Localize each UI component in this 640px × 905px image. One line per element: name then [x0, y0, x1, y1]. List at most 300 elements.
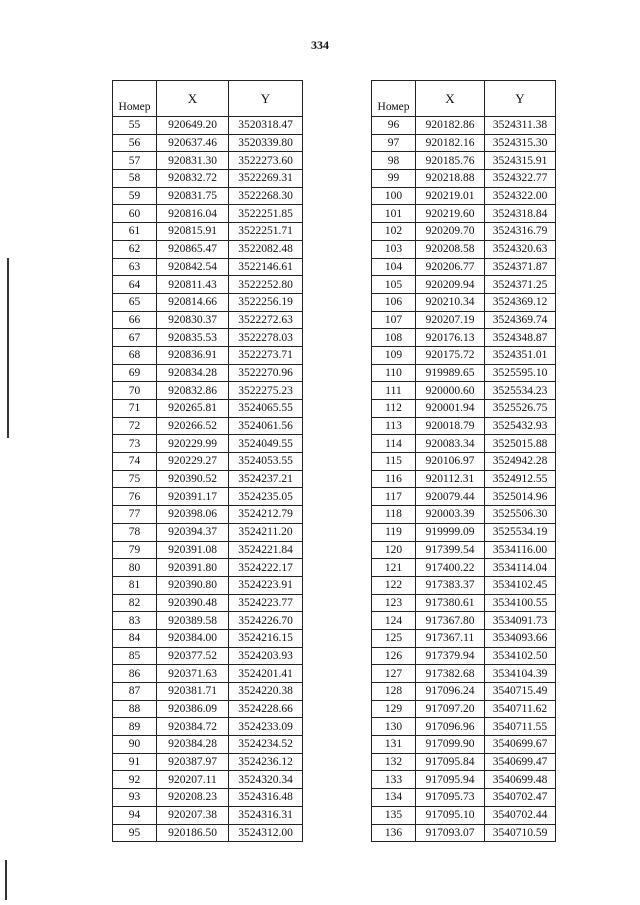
cell-y: 3524236.12 [229, 753, 303, 771]
cell-y: 3522278.03 [229, 329, 303, 347]
page-number: 334 [311, 38, 329, 52]
cell-y: 3524053.55 [229, 453, 303, 471]
cell-number: 95 [113, 824, 157, 842]
cell-x: 920112.31 [416, 470, 485, 488]
cell-number: 132 [372, 753, 416, 771]
cell-number: 106 [372, 293, 416, 311]
table-row [372, 629, 556, 647]
cell-number: 83 [113, 612, 157, 630]
cell-y: 3524201.41 [229, 665, 303, 683]
cell-number: 61 [113, 223, 157, 241]
cell-y: 3525014.96 [485, 488, 556, 506]
cell-number: 102 [372, 223, 416, 241]
cell-x: 920186.50 [157, 824, 229, 842]
cell-number: 133 [372, 771, 416, 789]
cell-y: 3524348.87 [485, 329, 556, 347]
cell-x: 920207.11 [157, 771, 229, 789]
cell-number: 135 [372, 806, 416, 824]
cell-x: 920229.27 [157, 453, 229, 471]
cell-y: 3524203.93 [229, 647, 303, 665]
table-header-row [372, 81, 556, 117]
table-row [113, 223, 303, 241]
cell-y: 3524223.77 [229, 594, 303, 612]
cell-x: 917380.61 [416, 594, 485, 612]
cell-number: 129 [372, 700, 416, 718]
cell-number: 117 [372, 488, 416, 506]
cell-x: 920182.86 [416, 117, 485, 135]
cell-y: 3540702.47 [485, 789, 556, 807]
cell-y: 3524320.34 [229, 771, 303, 789]
cell-number: 123 [372, 594, 416, 612]
cell-number: 107 [372, 311, 416, 329]
cell-number: 74 [113, 453, 157, 471]
cell-y: 3525595.10 [485, 364, 556, 382]
table-row [113, 346, 303, 364]
table-row [372, 771, 556, 789]
cell-number: 122 [372, 576, 416, 594]
cell-x: 920208.58 [416, 240, 485, 258]
table-row [372, 470, 556, 488]
cell-x: 920266.52 [157, 417, 229, 435]
cell-y: 3524315.91 [485, 152, 556, 170]
cell-number: 81 [113, 576, 157, 594]
coordinates-table-left [112, 80, 303, 842]
table-row [113, 435, 303, 453]
cell-y: 3524322.00 [485, 187, 556, 205]
table-row [113, 152, 303, 170]
table-row [113, 364, 303, 382]
cell-y: 3524233.09 [229, 718, 303, 736]
cell-x: 920377.52 [157, 647, 229, 665]
cell-number: 87 [113, 683, 157, 701]
table-row [113, 612, 303, 630]
cell-x: 920106.97 [416, 453, 485, 471]
cell-y: 3522146.61 [229, 258, 303, 276]
table-row [113, 187, 303, 205]
table-row [113, 541, 303, 559]
cell-x: 920384.28 [157, 736, 229, 754]
cell-number: 105 [372, 276, 416, 294]
cell-x: 919999.09 [416, 523, 485, 541]
cell-x: 920391.17 [157, 488, 229, 506]
cell-number: 73 [113, 435, 157, 453]
coordinates-table-right [371, 80, 556, 842]
cell-x: 917095.84 [416, 753, 485, 771]
table-row [372, 205, 556, 223]
cell-number: 77 [113, 506, 157, 524]
cell-x: 920207.38 [157, 806, 229, 824]
cell-y: 3524322.77 [485, 170, 556, 188]
table-row [372, 240, 556, 258]
cell-y: 3522251.85 [229, 205, 303, 223]
column-header-number: Номер [372, 81, 416, 117]
cell-number: 104 [372, 258, 416, 276]
table-row [372, 223, 556, 241]
cell-number: 62 [113, 240, 157, 258]
cell-number: 79 [113, 541, 157, 559]
cell-x: 920175.72 [416, 346, 485, 364]
cell-number: 134 [372, 789, 416, 807]
cell-number: 131 [372, 736, 416, 754]
cell-number: 68 [113, 346, 157, 364]
table-row [113, 665, 303, 683]
cell-x: 920003.39 [416, 506, 485, 524]
cell-number: 86 [113, 665, 157, 683]
column-header-x: X [416, 81, 485, 117]
cell-number: 93 [113, 789, 157, 807]
table-row [372, 559, 556, 577]
cell-y: 3524311.38 [485, 117, 556, 135]
cell-y: 3524316.48 [229, 789, 303, 807]
cell-number: 116 [372, 470, 416, 488]
cell-x: 920182.16 [416, 134, 485, 152]
cell-y: 3522256.19 [229, 293, 303, 311]
cell-y: 3524312.00 [229, 824, 303, 842]
cell-x: 917093.07 [416, 824, 485, 842]
table-row [372, 506, 556, 524]
cell-y: 3524235.05 [229, 488, 303, 506]
table-row [113, 753, 303, 771]
table-row [113, 488, 303, 506]
cell-number: 84 [113, 629, 157, 647]
cell-y: 3525015.88 [485, 435, 556, 453]
cell-x: 919989.65 [416, 364, 485, 382]
cell-y: 3534116.00 [485, 541, 556, 559]
table-row [113, 117, 303, 135]
table-row [113, 576, 303, 594]
cell-number: 58 [113, 170, 157, 188]
cell-y: 3520339.80 [229, 134, 303, 152]
cell-y: 3522273.60 [229, 152, 303, 170]
cell-y: 3522275.23 [229, 382, 303, 400]
cell-x: 917400.22 [416, 559, 485, 577]
table-row [372, 789, 556, 807]
table-row [372, 329, 556, 347]
cell-y: 3525432.93 [485, 417, 556, 435]
cell-number: 115 [372, 453, 416, 471]
table-row [113, 559, 303, 577]
cell-y: 3534102.45 [485, 576, 556, 594]
table-row [372, 700, 556, 718]
table-row [372, 134, 556, 152]
cell-y: 3524226.70 [229, 612, 303, 630]
table-row [372, 364, 556, 382]
cell-y: 3524228.66 [229, 700, 303, 718]
table-row [372, 718, 556, 736]
table-row [113, 417, 303, 435]
cell-x: 917095.10 [416, 806, 485, 824]
cell-y: 3540715.49 [485, 683, 556, 701]
cell-y: 3534091.73 [485, 612, 556, 630]
cell-x: 920834.28 [157, 364, 229, 382]
cell-y: 3522269.31 [229, 170, 303, 188]
cell-x: 920865.47 [157, 240, 229, 258]
cell-x: 920832.86 [157, 382, 229, 400]
cell-y: 3524220.38 [229, 683, 303, 701]
table-row [113, 771, 303, 789]
cell-number: 67 [113, 329, 157, 347]
cell-number: 97 [372, 134, 416, 152]
cell-x: 920386.09 [157, 700, 229, 718]
cell-number: 121 [372, 559, 416, 577]
cell-y: 3524223.91 [229, 576, 303, 594]
cell-number: 56 [113, 134, 157, 152]
cell-x: 920391.08 [157, 541, 229, 559]
table-row [113, 453, 303, 471]
table-row [113, 311, 303, 329]
table-row [113, 470, 303, 488]
cell-number: 60 [113, 205, 157, 223]
cell-y: 3522251.71 [229, 223, 303, 241]
cell-x: 920229.99 [157, 435, 229, 453]
table-row [372, 824, 556, 842]
cell-y: 3524318.84 [485, 205, 556, 223]
cell-y: 3524061.56 [229, 417, 303, 435]
table-row [113, 594, 303, 612]
cell-x: 920649.20 [157, 117, 229, 135]
cell-number: 120 [372, 541, 416, 559]
table-row [113, 240, 303, 258]
cell-x: 920815.91 [157, 223, 229, 241]
cell-x: 920371.63 [157, 665, 229, 683]
table-row [372, 594, 556, 612]
cell-y: 3525526.75 [485, 400, 556, 418]
cell-x: 920185.76 [416, 152, 485, 170]
cell-number: 57 [113, 152, 157, 170]
cell-x: 920219.01 [416, 187, 485, 205]
cell-number: 75 [113, 470, 157, 488]
cell-y: 3534102.50 [485, 647, 556, 665]
cell-x: 920210.34 [416, 293, 485, 311]
cell-x: 920842.54 [157, 258, 229, 276]
cell-number: 128 [372, 683, 416, 701]
table-row [113, 806, 303, 824]
cell-x: 920814.66 [157, 293, 229, 311]
table-row [113, 506, 303, 524]
cell-number: 127 [372, 665, 416, 683]
cell-x: 920816.04 [157, 205, 229, 223]
cell-x: 917097.20 [416, 700, 485, 718]
table-row [113, 824, 303, 842]
table-row [113, 736, 303, 754]
cell-x: 920637.46 [157, 134, 229, 152]
cell-number: 69 [113, 364, 157, 382]
cell-number: 88 [113, 700, 157, 718]
cell-y: 3534114.04 [485, 559, 556, 577]
table-header-row [113, 81, 303, 117]
cell-x: 920389.58 [157, 612, 229, 630]
table-row [372, 665, 556, 683]
cell-number: 78 [113, 523, 157, 541]
cell-number: 109 [372, 346, 416, 364]
cell-y: 3524316.31 [229, 806, 303, 824]
column-header-y: Y [229, 81, 303, 117]
cell-y: 3525534.19 [485, 523, 556, 541]
cell-y: 3525534.23 [485, 382, 556, 400]
cell-x: 917367.11 [416, 629, 485, 647]
cell-x: 920384.00 [157, 629, 229, 647]
margin-mark-bottom [5, 860, 7, 900]
table-row [372, 736, 556, 754]
cell-y: 3524371.25 [485, 276, 556, 294]
cell-y: 3540699.48 [485, 771, 556, 789]
cell-y: 3524315.30 [485, 134, 556, 152]
cell-number: 114 [372, 435, 416, 453]
cell-x: 920083.34 [416, 435, 485, 453]
cell-number: 70 [113, 382, 157, 400]
cell-x: 917379.94 [416, 647, 485, 665]
cell-x: 917099.90 [416, 736, 485, 754]
cell-x: 920391.80 [157, 559, 229, 577]
cell-number: 72 [113, 417, 157, 435]
table-row [113, 789, 303, 807]
cell-x: 917096.24 [416, 683, 485, 701]
cell-number: 94 [113, 806, 157, 824]
cell-number: 111 [372, 382, 416, 400]
cell-y: 3524371.87 [485, 258, 556, 276]
cell-y: 3522252.80 [229, 276, 303, 294]
cell-number: 65 [113, 293, 157, 311]
cell-x: 920831.30 [157, 152, 229, 170]
table-row [113, 293, 303, 311]
table-row [372, 576, 556, 594]
cell-y: 3534104.39 [485, 665, 556, 683]
cell-number: 89 [113, 718, 157, 736]
cell-x: 920000.60 [416, 382, 485, 400]
table-row [113, 683, 303, 701]
cell-x: 920209.94 [416, 276, 485, 294]
cell-x: 917382.68 [416, 665, 485, 683]
cell-x: 917096.96 [416, 718, 485, 736]
cell-x: 920832.72 [157, 170, 229, 188]
cell-number: 119 [372, 523, 416, 541]
cell-number: 85 [113, 647, 157, 665]
cell-y: 3540699.47 [485, 753, 556, 771]
cell-number: 101 [372, 205, 416, 223]
cell-x: 920079.44 [416, 488, 485, 506]
cell-number: 96 [372, 117, 416, 135]
table-row [113, 629, 303, 647]
table-row [372, 488, 556, 506]
table-row [113, 258, 303, 276]
cell-x: 920390.80 [157, 576, 229, 594]
table-row [372, 523, 556, 541]
cell-y: 3524212.79 [229, 506, 303, 524]
table-row [372, 612, 556, 630]
cell-y: 3520318.47 [229, 117, 303, 135]
cell-y: 3525506.30 [485, 506, 556, 524]
cell-x: 920206.77 [416, 258, 485, 276]
cell-x: 920390.52 [157, 470, 229, 488]
table-row [113, 276, 303, 294]
cell-y: 3524351.01 [485, 346, 556, 364]
cell-y: 3524065.55 [229, 400, 303, 418]
cell-number: 98 [372, 152, 416, 170]
cell-number: 100 [372, 187, 416, 205]
cell-y: 3522082.48 [229, 240, 303, 258]
cell-x: 920207.19 [416, 311, 485, 329]
cell-x: 920394.37 [157, 523, 229, 541]
cell-number: 64 [113, 276, 157, 294]
table-row [372, 152, 556, 170]
cell-number: 125 [372, 629, 416, 647]
table-row [372, 806, 556, 824]
table-row [372, 187, 556, 205]
cell-x: 917399.54 [416, 541, 485, 559]
cell-y: 3522268.30 [229, 187, 303, 205]
table-row [372, 276, 556, 294]
cell-number: 110 [372, 364, 416, 382]
table-row [113, 134, 303, 152]
table-row [372, 541, 556, 559]
cell-number: 112 [372, 400, 416, 418]
cell-number: 126 [372, 647, 416, 665]
cell-x: 920209.70 [416, 223, 485, 241]
table-row [372, 647, 556, 665]
cell-y: 3524237.21 [229, 470, 303, 488]
table-row [372, 311, 556, 329]
cell-y: 3540711.55 [485, 718, 556, 736]
cell-y: 3540699.67 [485, 736, 556, 754]
cell-y: 3524942.28 [485, 453, 556, 471]
margin-mark [7, 258, 9, 438]
cell-x: 920176.13 [416, 329, 485, 347]
table-row [113, 647, 303, 665]
table-row [372, 346, 556, 364]
cell-x: 920830.37 [157, 311, 229, 329]
table-row [372, 293, 556, 311]
table-row [372, 400, 556, 418]
cell-x: 920836.91 [157, 346, 229, 364]
cell-y: 3524222.17 [229, 559, 303, 577]
cell-x: 920208.23 [157, 789, 229, 807]
cell-number: 118 [372, 506, 416, 524]
cell-number: 76 [113, 488, 157, 506]
cell-x: 920831.75 [157, 187, 229, 205]
cell-number: 99 [372, 170, 416, 188]
cell-number: 91 [113, 753, 157, 771]
table-row [372, 170, 556, 188]
cell-x: 920398.06 [157, 506, 229, 524]
table-row [372, 117, 556, 135]
cell-x: 920001.94 [416, 400, 485, 418]
table-row [113, 205, 303, 223]
cell-x: 917367.80 [416, 612, 485, 630]
cell-x: 917095.73 [416, 789, 485, 807]
table-row [113, 170, 303, 188]
cell-y: 3524912.55 [485, 470, 556, 488]
cell-number: 103 [372, 240, 416, 258]
table-row [113, 329, 303, 347]
cell-x: 920835.53 [157, 329, 229, 347]
cell-number: 80 [113, 559, 157, 577]
cell-number: 59 [113, 187, 157, 205]
cell-y: 3522273.71 [229, 346, 303, 364]
cell-y: 3540711.62 [485, 700, 556, 718]
cell-y: 3540710.59 [485, 824, 556, 842]
table-row [372, 753, 556, 771]
table-row [372, 258, 556, 276]
cell-y: 3524221.84 [229, 541, 303, 559]
cell-number: 90 [113, 736, 157, 754]
cell-x: 920218.88 [416, 170, 485, 188]
cell-number: 82 [113, 594, 157, 612]
cell-y: 3534093.66 [485, 629, 556, 647]
table-row [372, 417, 556, 435]
cell-number: 71 [113, 400, 157, 418]
cell-x: 917095.94 [416, 771, 485, 789]
cell-y: 3524211.20 [229, 523, 303, 541]
